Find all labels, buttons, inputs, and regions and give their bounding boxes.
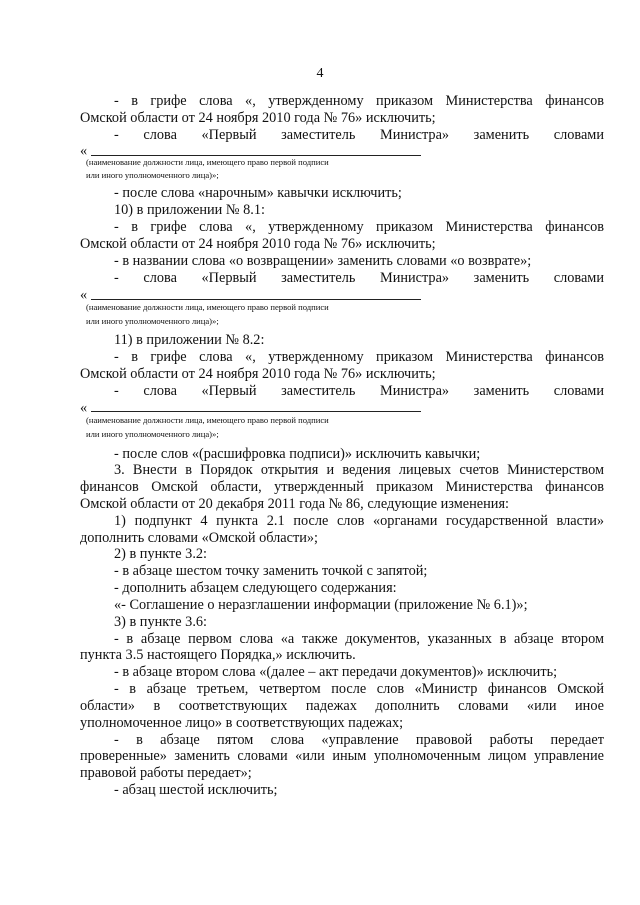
fill-in-underline <box>91 299 421 300</box>
text-line: «- Соглашение о неразглашении информации (приложение № 6.1)»; <box>114 597 528 613</box>
text-line: 11) в приложении № 8.2: <box>114 332 265 348</box>
text-line: дополнить словами «Омской области»; <box>80 530 318 546</box>
text-line: - после слов «(расшифровка подписи)» исключить кавычки; <box>114 446 481 462</box>
fill-in-underline <box>91 411 421 412</box>
text-line: 3) в пункте 3.6: <box>114 614 208 630</box>
text-line: - в абзаце третьем, четвертом после слов «Министр финансов Омской <box>114 681 604 697</box>
text-line: - в грифе слова «, утвержденному приказом Министерства финансов <box>114 219 604 235</box>
text-line: - дополнить абзацем следующего содержания: <box>114 580 397 596</box>
text-line: - в абзаце пятом слова «управление правовой работы передает <box>114 732 604 748</box>
text-line: 3. Внести в Порядок открытия и ведения лицевых счетов Министерством <box>114 462 604 478</box>
text-line: - абзац шестой исключить; <box>114 782 278 798</box>
text-line: - в абзаце шестом точку заменить точкой с запятой; <box>114 563 428 579</box>
text-line: « <box>80 143 88 159</box>
text-line: 10) в приложении № 8.1: <box>114 202 265 218</box>
text-line: « <box>80 287 88 303</box>
text-line: - в абзаце первом слова «а также документов, указанных в абзаце втором <box>114 631 604 647</box>
fill-in-underline <box>91 155 421 156</box>
text-line: - слова «Первый заместитель Министра» заменить словами <box>114 127 604 143</box>
text-line: - в грифе слова «, утвержденному приказом Министерства финансов <box>114 93 604 109</box>
text-line: - слова «Первый заместитель Министра» заменить словами <box>114 270 604 286</box>
text-line: 1) подпункт 4 пункта 2.1 после слов «органами государственной власти» <box>114 513 604 529</box>
caption-line: (наименование должности лица, имеющего право первой подписи <box>86 302 329 312</box>
text-line: правовой работы передает»; <box>80 765 252 781</box>
text-line: области» в соответствующих падежах дополнить словами «или иное <box>80 698 604 714</box>
text-line: проверенные» заменить словами «или иным уполномоченным лицом управление <box>80 748 604 764</box>
page-number: 4 <box>316 66 324 81</box>
text-line: - в грифе слова «, утвержденному приказом Министерства финансов <box>114 349 604 365</box>
text-line: - слова «Первый заместитель Министра» заменить словами <box>114 383 604 399</box>
text-line: Омской области от 20 декабря 2011 года № 86, следующие изменения: <box>80 496 509 512</box>
text-line: - после слова «нарочным» кавычки исключить; <box>114 185 402 201</box>
text-line: - в абзаце втором слова «(далее – акт передачи документов)» исключить; <box>114 664 558 680</box>
text-line: 2) в пункте 3.2: <box>114 546 208 562</box>
text-line: пункта 3.5 настоящего Порядка,» исключить. <box>80 647 356 663</box>
caption-line: или иного уполномоченного лица)»; <box>86 316 219 326</box>
caption-line: (наименование должности лица, имеющего право первой подписи <box>86 415 329 425</box>
text-line: « <box>80 400 88 416</box>
text-line: Омской области от 24 ноября 2010 года № 76» исключить; <box>80 110 436 126</box>
text-line: финансов Омской области, утвержденный приказом Министерства финансов <box>80 479 604 495</box>
text-line: Омской области от 24 ноября 2010 года № 76» исключить; <box>80 366 436 382</box>
text-line: - в названии слова «о возвращении» заменить словами «о возврате»; <box>114 253 532 269</box>
caption-line: (наименование должности лица, имеющего право первой подписи <box>86 157 329 167</box>
caption-line: или иного уполномоченного лица)»; <box>86 429 219 439</box>
caption-line: или иного уполномоченного лица)»; <box>86 170 219 180</box>
text-line: Омской области от 24 ноября 2010 года № 76» исключить; <box>80 236 436 252</box>
text-line: уполномоченное лицо» в соответствующих падежах; <box>80 715 404 731</box>
